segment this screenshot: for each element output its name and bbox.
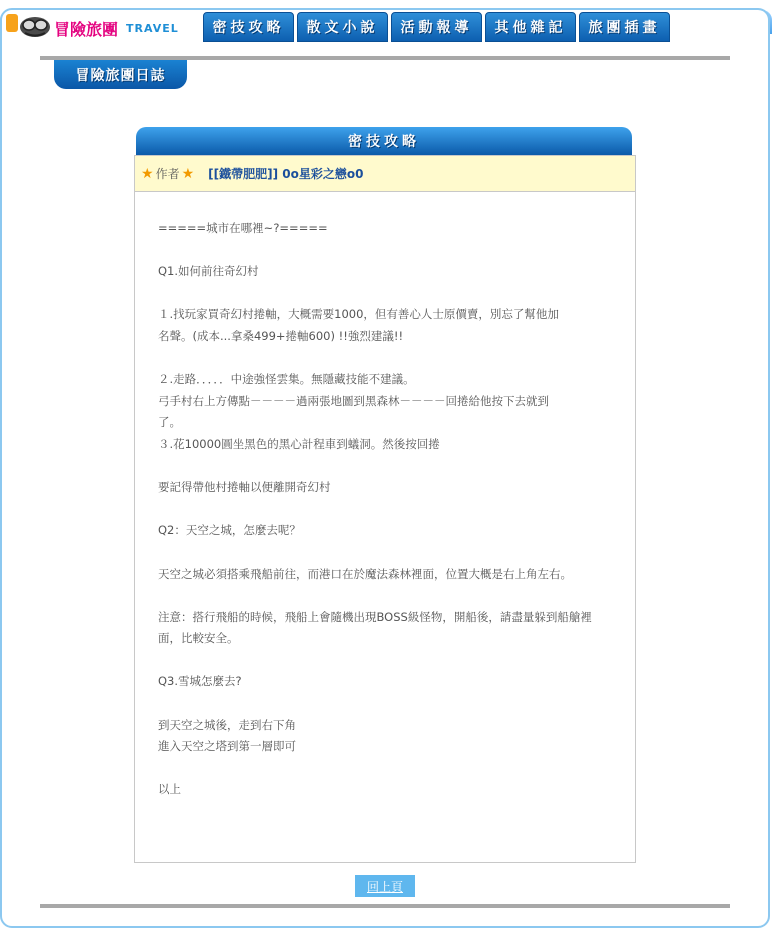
section-title: 冒險旅團日誌 bbox=[54, 60, 187, 89]
nav-tab-events[interactable]: 活動報導 bbox=[391, 12, 482, 42]
nav-tab-illustrations[interactable]: 旅團插畫 bbox=[579, 12, 670, 42]
site-logo[interactable] bbox=[14, 12, 202, 42]
author-label: 作者 bbox=[155, 167, 180, 181]
author-bar bbox=[135, 156, 635, 192]
article-panel bbox=[134, 155, 636, 863]
site-header bbox=[14, 12, 766, 42]
article-category-header: 密技攻略 bbox=[136, 127, 632, 155]
logo-text: 冒險旅團 bbox=[54, 20, 119, 39]
logo-subtitle: TRAVEL bbox=[126, 22, 179, 35]
nav-tab-tips[interactable]: 密技攻略 bbox=[203, 12, 294, 42]
star-icon: ★ bbox=[181, 165, 195, 182]
logo-accent bbox=[6, 14, 18, 32]
article-body: =====城市在哪裡~?===== Q1.如何前往奇幻村 １.找玩家買奇幻村捲軸，大概需要1000，但有善心人士原價賣，別忘了幫他加 名聲。(成本...拿桑499+捲軸600) !!強烈建議!! ２.走路．．．．．中途強怪雲集。無隱藏技能不建議。 弓手村右上方傳點－－－－過兩張地圖到黑森林－－－－回捲給他按下去就到 了。 ３.花10000圓坐黑色的黑心計程車到蟻洞。然後按回捲 要記得帶他村捲軸以便離開奇幻村 Q2：天空之城，怎麼去呢？ 天空之城必須搭乘飛船前往，而港口在於魔法森林裡面，位置大概是右上角左右。 注意：搭行飛船的時候，飛船上會隨機出現BOSS級怪物，開船後，請盡量躲到船艙裡 面，比較安全。 Q3.雪城怎麼去? 到天空之城後，走到右下角 進入天空之塔到第一層即可 以上 bbox=[158, 221, 592, 797]
main-nav bbox=[203, 12, 673, 42]
goggles-icon bbox=[18, 14, 52, 40]
nav-tab-essays[interactable]: 散文小說 bbox=[297, 12, 388, 42]
bottom-divider bbox=[40, 904, 730, 908]
star-icon: ★ bbox=[141, 165, 154, 182]
back-button[interactable]: 回上頁 bbox=[355, 875, 415, 897]
nav-tab-misc[interactable]: 其他雜記 bbox=[485, 12, 576, 42]
author-name-link[interactable]: [[鐵帶肥肥]] 0o星彩之戀o0 bbox=[208, 167, 364, 181]
